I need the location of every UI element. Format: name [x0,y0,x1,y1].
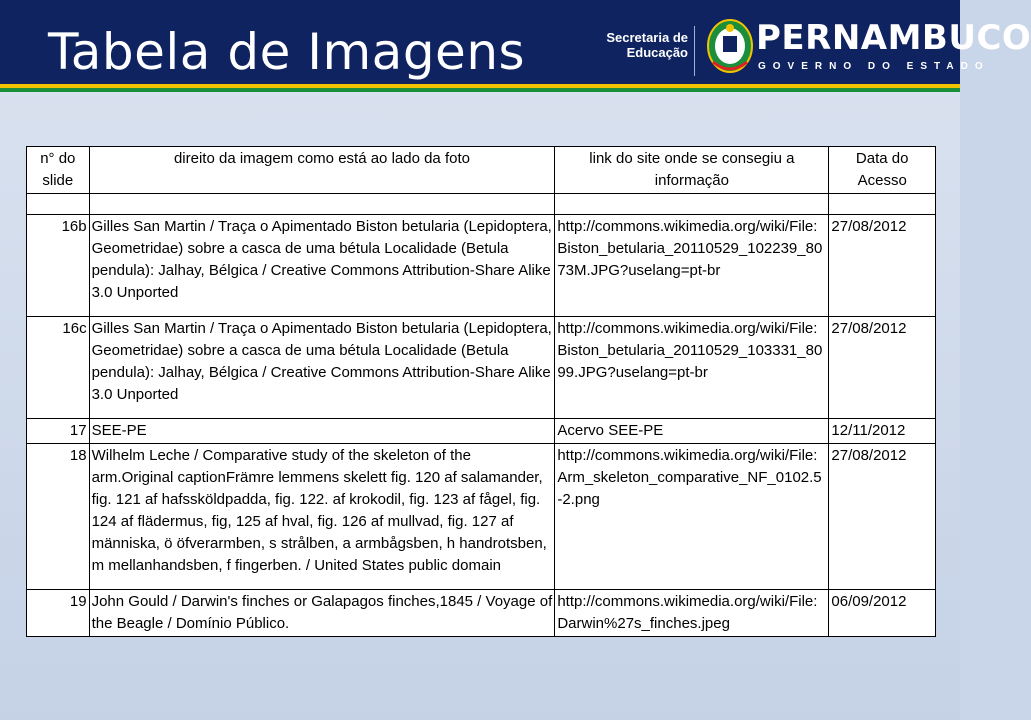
cell-slide: 19 [27,590,90,637]
image-credits-table [26,146,936,637]
header-date: Data do Acesso [829,147,936,194]
cell-slide: 18 [27,444,90,590]
table-header-row [27,147,936,194]
cell-link[interactable]: http://commons.wikimedia.org/wiki/File:Arm_skeleton_comparative_NF_0102.5-2.png [555,444,829,590]
cell-link[interactable]: http://commons.wikimedia.org/wiki/File:Biston_betularia_20110529_102239_8073M.JPG?uselang=pt-br [555,215,829,317]
state-name: PERNAMBUCO [756,18,1031,58]
cell-date: 27/08/2012 [829,215,936,317]
secretaria-line-1: Secretaria de [606,30,688,45]
cell-link[interactable]: http://commons.wikimedia.org/wiki/File:Darwin%27s_finches.jpeg [555,590,829,637]
header-bar [0,0,1031,88]
cell-slide: 17 [27,419,90,444]
cell-slide [27,194,90,215]
cell-link [555,194,829,215]
table-row [27,317,936,419]
header-slide: n° do slide [27,147,90,194]
cell-credit: SEE-PE [89,419,555,444]
secretaria-label [606,30,688,60]
cell-date: 27/08/2012 [829,317,936,419]
government-logo [606,14,1031,78]
header-credit: direito da imagem como está ao lado da foto [89,147,555,194]
cell-date: 06/09/2012 [829,590,936,637]
cell-credit [89,194,555,215]
page-title: Tabela de Imagens [48,23,526,81]
table-row [27,419,936,444]
cell-link[interactable]: http://commons.wikimedia.org/wiki/File:Biston_betularia_20110529_103331_8099.JPG?uselang=pt-br [555,317,829,419]
table-row [27,590,936,637]
table-row [27,194,936,215]
state-subtitle: GOVERNO DO ESTADO [758,61,990,72]
cell-date [829,194,936,215]
logo-divider [694,26,695,76]
cell-date: 27/08/2012 [829,444,936,590]
cell-slide: 16c [27,317,90,419]
header-link: link do site onde se consegiu a informação [555,147,829,194]
table-row [27,444,936,590]
cell-credit: Gilles San Martin / Traça o Apimentado Biston betularia (Lepidoptera, Geometridae) sobre a casca de uma bétula Localidade (Betula pendula): Jalhay, Bélgica / Creative Commons Attribution-Share Alike 3.0 Unported [89,215,555,317]
cell-credit: Gilles San Martin / Traça o Apimentado Biston betularia (Lepidoptera, Geometridae) sobre a casca de uma bétula Localidade (Betula pendula): Jalhay, Bélgica / Creative Commons Attribution-Share Alike 3.0 Unported [89,317,555,419]
state-seal-icon [701,16,759,76]
secretaria-line-2: Educação [626,45,688,60]
cell-link: Acervo SEE-PE [555,419,829,444]
cell-credit: Wilhelm Leche / Comparative study of the skeleton of the arm.Original captionFrämre lemmens skelett fig. 120 af salamander, fig. 121 af hafssköldpadda, fig. 122. af krokodil, fig. 123 af fågel, fig. 124 af flädermus, fig, 125 af hval, fig. 126 af mullvad, fig. 127 af människa, ö öfverarmben, s strålben, a armbågsben, h handrotsben, m mellanhandsben, f fingerben. / United States public domain [89,444,555,590]
cell-credit: John Gould / Darwin's finches or Galapagos finches,1845 / Voyage of the Beagle / Domínio Público. [89,590,555,637]
cell-date: 12/11/2012 [829,419,936,444]
cell-slide: 16b [27,215,90,317]
green-stripe [0,88,960,92]
table-row [27,215,936,317]
